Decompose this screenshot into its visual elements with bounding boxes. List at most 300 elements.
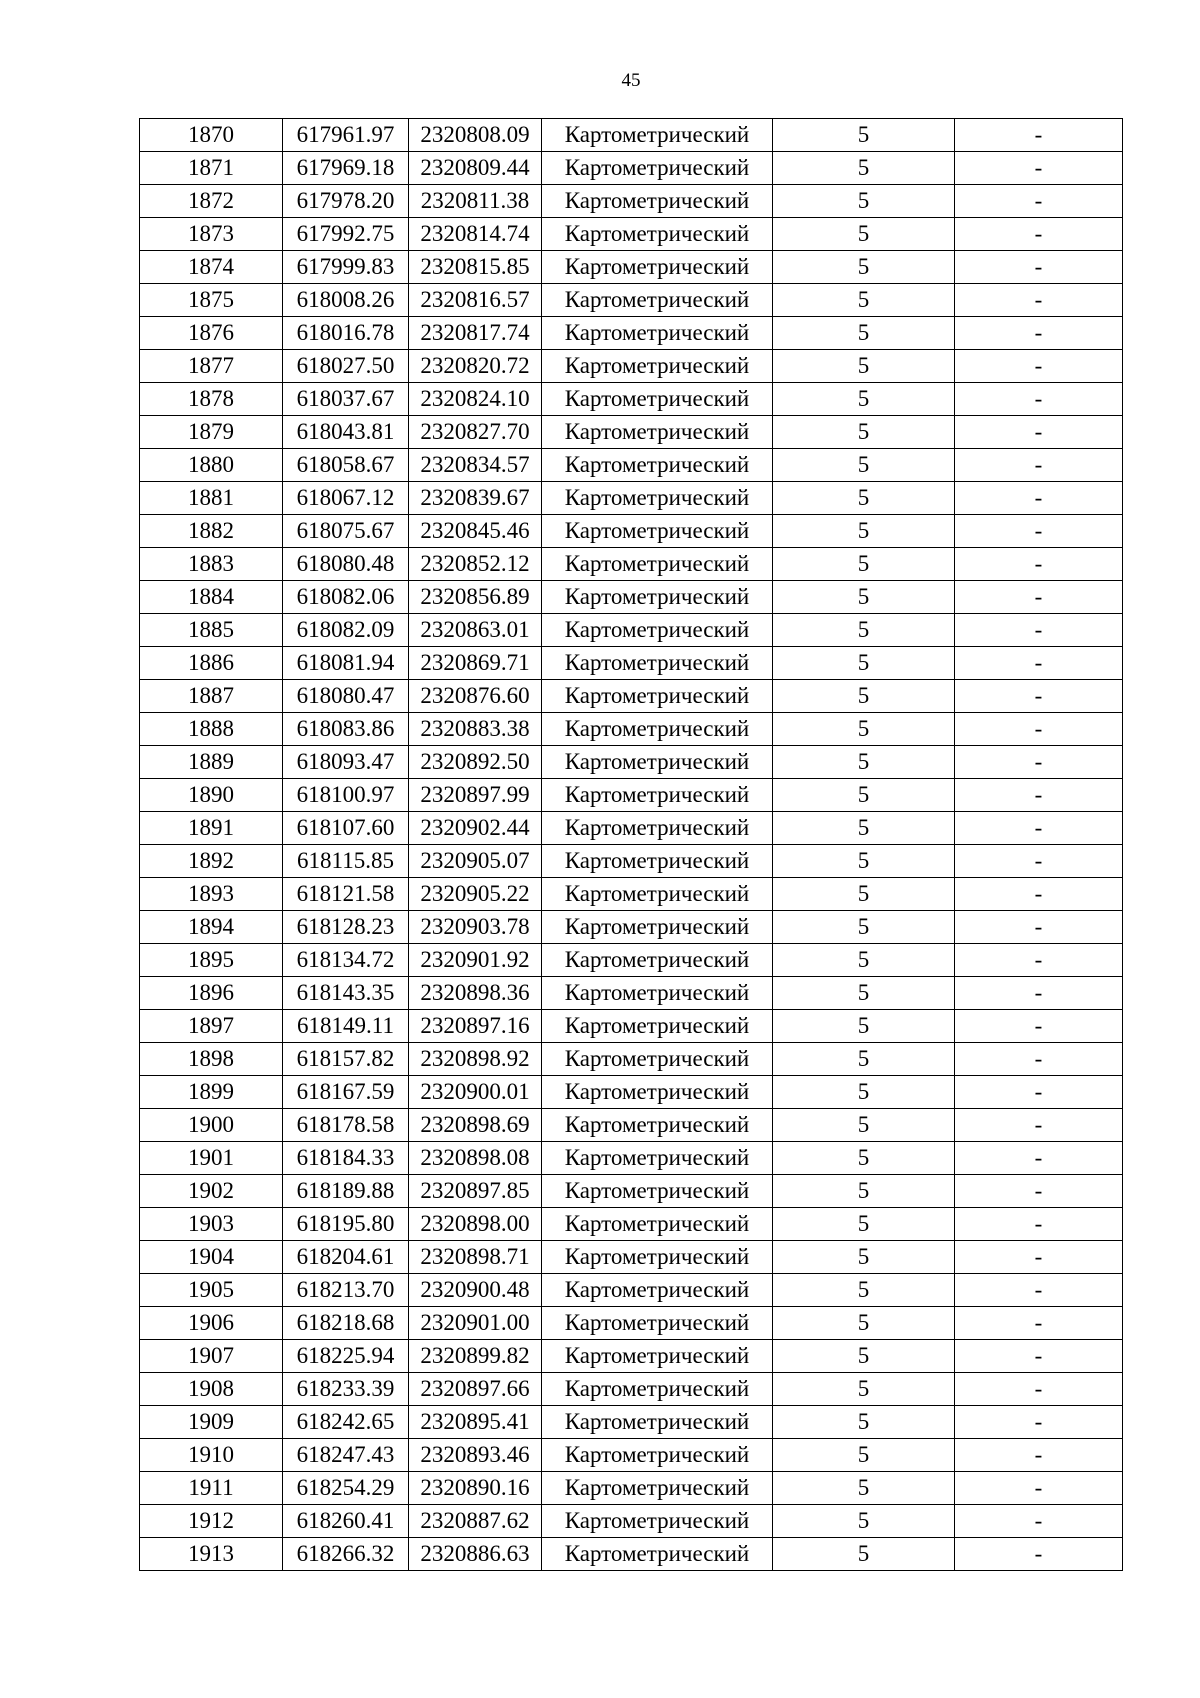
method-cell: Картометрический [542,845,773,878]
accuracy-cell: 5 [773,383,955,416]
point-number-cell: 1883 [140,548,283,581]
table-row [140,515,1123,548]
point-number-cell: 1910 [140,1439,283,1472]
point-number-cell: 1897 [140,1010,283,1043]
x-coordinate-cell: 617978.20 [283,185,409,218]
method-cell: Картометрический [542,1274,773,1307]
note-cell: - [955,185,1123,218]
note-cell: - [955,1505,1123,1538]
y-coordinate-cell: 2320876.60 [409,680,542,713]
point-number-cell: 1880 [140,449,283,482]
note-cell: - [955,449,1123,482]
note-cell: - [955,482,1123,515]
method-cell: Картометрический [542,977,773,1010]
accuracy-cell: 5 [773,1406,955,1439]
note-cell: - [955,1076,1123,1109]
accuracy-cell: 5 [773,1340,955,1373]
x-coordinate-cell: 618254.29 [283,1472,409,1505]
point-number-cell: 1895 [140,944,283,977]
x-coordinate-cell: 618149.11 [283,1010,409,1043]
point-number-cell: 1902 [140,1175,283,1208]
note-cell: - [955,1142,1123,1175]
point-number-cell: 1878 [140,383,283,416]
table-row [140,581,1123,614]
note-cell: - [955,977,1123,1010]
note-cell: - [955,1043,1123,1076]
note-cell: - [955,1208,1123,1241]
x-coordinate-cell: 618037.67 [283,383,409,416]
method-cell: Картометрический [542,1142,773,1175]
accuracy-cell: 5 [773,1373,955,1406]
accuracy-cell: 5 [773,1208,955,1241]
y-coordinate-cell: 2320834.57 [409,449,542,482]
accuracy-cell: 5 [773,647,955,680]
method-cell: Картометрический [542,449,773,482]
point-number-cell: 1894 [140,911,283,944]
accuracy-cell: 5 [773,779,955,812]
accuracy-cell: 5 [773,977,955,1010]
point-number-cell: 1890 [140,779,283,812]
table-row [140,251,1123,284]
x-coordinate-cell: 618157.82 [283,1043,409,1076]
accuracy-cell: 5 [773,218,955,251]
method-cell: Картометрический [542,812,773,845]
method-cell: Картометрический [542,1472,773,1505]
y-coordinate-cell: 2320905.22 [409,878,542,911]
y-coordinate-cell: 2320856.89 [409,581,542,614]
table-row [140,449,1123,482]
method-cell: Картометрический [542,614,773,647]
note-cell: - [955,746,1123,779]
note-cell: - [955,383,1123,416]
x-coordinate-cell: 618008.26 [283,284,409,317]
accuracy-cell: 5 [773,1142,955,1175]
table-row [140,119,1123,152]
table-row [140,1109,1123,1142]
table-row [140,944,1123,977]
x-coordinate-cell: 618067.12 [283,482,409,515]
x-coordinate-cell: 618266.32 [283,1538,409,1571]
point-number-cell: 1891 [140,812,283,845]
method-cell: Картометрический [542,1076,773,1109]
y-coordinate-cell: 2320897.16 [409,1010,542,1043]
y-coordinate-cell: 2320852.12 [409,548,542,581]
point-number-cell: 1872 [140,185,283,218]
point-number-cell: 1873 [140,218,283,251]
accuracy-cell: 5 [773,1076,955,1109]
method-cell: Картометрический [542,1010,773,1043]
accuracy-cell: 5 [773,680,955,713]
method-cell: Картометрический [542,482,773,515]
method-cell: Картометрический [542,779,773,812]
point-number-cell: 1911 [140,1472,283,1505]
method-cell: Картометрический [542,1538,773,1571]
y-coordinate-cell: 2320827.70 [409,416,542,449]
x-coordinate-cell: 617992.75 [283,218,409,251]
note-cell: - [955,581,1123,614]
x-coordinate-cell: 618128.23 [283,911,409,944]
x-coordinate-cell: 618043.81 [283,416,409,449]
note-cell: - [955,779,1123,812]
accuracy-cell: 5 [773,713,955,746]
accuracy-cell: 5 [773,152,955,185]
x-coordinate-cell: 618121.58 [283,878,409,911]
accuracy-cell: 5 [773,911,955,944]
table-row [140,614,1123,647]
y-coordinate-cell: 2320814.74 [409,218,542,251]
point-number-cell: 1886 [140,647,283,680]
y-coordinate-cell: 2320898.69 [409,1109,542,1142]
table-row [140,1373,1123,1406]
table-row [140,1241,1123,1274]
note-cell: - [955,713,1123,746]
note-cell: - [955,416,1123,449]
note-cell: - [955,218,1123,251]
method-cell: Картометрический [542,119,773,152]
note-cell: - [955,284,1123,317]
accuracy-cell: 5 [773,1538,955,1571]
x-coordinate-cell: 618247.43 [283,1439,409,1472]
table-row [140,1043,1123,1076]
note-cell: - [955,119,1123,152]
accuracy-cell: 5 [773,185,955,218]
y-coordinate-cell: 2320824.10 [409,383,542,416]
note-cell: - [955,1439,1123,1472]
y-coordinate-cell: 2320839.67 [409,482,542,515]
accuracy-cell: 5 [773,1439,955,1472]
method-cell: Картометрический [542,218,773,251]
table-row [140,1208,1123,1241]
x-coordinate-cell: 618016.78 [283,317,409,350]
method-cell: Картометрический [542,383,773,416]
x-coordinate-cell: 618189.88 [283,1175,409,1208]
point-number-cell: 1882 [140,515,283,548]
x-coordinate-cell: 618143.35 [283,977,409,1010]
method-cell: Картометрический [542,284,773,317]
method-cell: Картометрический [542,746,773,779]
accuracy-cell: 5 [773,350,955,383]
accuracy-cell: 5 [773,1505,955,1538]
x-coordinate-cell: 617961.97 [283,119,409,152]
method-cell: Картометрический [542,1208,773,1241]
method-cell: Картометрический [542,944,773,977]
y-coordinate-cell: 2320903.78 [409,911,542,944]
method-cell: Картометрический [542,1340,773,1373]
x-coordinate-cell: 618027.50 [283,350,409,383]
point-number-cell: 1900 [140,1109,283,1142]
table-row [140,845,1123,878]
y-coordinate-cell: 2320900.48 [409,1274,542,1307]
x-coordinate-cell: 618260.41 [283,1505,409,1538]
y-coordinate-cell: 2320897.66 [409,1373,542,1406]
note-cell: - [955,152,1123,185]
table-row [140,284,1123,317]
point-number-cell: 1888 [140,713,283,746]
note-cell: - [955,845,1123,878]
x-coordinate-cell: 618082.09 [283,614,409,647]
y-coordinate-cell: 2320898.08 [409,1142,542,1175]
y-coordinate-cell: 2320902.44 [409,812,542,845]
method-cell: Картометрический [542,1241,773,1274]
accuracy-cell: 5 [773,1010,955,1043]
note-cell: - [955,1307,1123,1340]
note-cell: - [955,1241,1123,1274]
method-cell: Картометрический [542,416,773,449]
x-coordinate-cell: 618178.58 [283,1109,409,1142]
table-row [140,680,1123,713]
table-row [140,1175,1123,1208]
method-cell: Картометрический [542,1307,773,1340]
point-number-cell: 1903 [140,1208,283,1241]
x-coordinate-cell: 618184.33 [283,1142,409,1175]
table-row [140,317,1123,350]
table-row [140,1472,1123,1505]
method-cell: Картометрический [542,647,773,680]
accuracy-cell: 5 [773,482,955,515]
method-cell: Картометрический [542,251,773,284]
point-number-cell: 1879 [140,416,283,449]
table-row [140,1340,1123,1373]
point-number-cell: 1908 [140,1373,283,1406]
method-cell: Картометрический [542,581,773,614]
y-coordinate-cell: 2320815.85 [409,251,542,284]
point-number-cell: 1877 [140,350,283,383]
y-coordinate-cell: 2320890.16 [409,1472,542,1505]
accuracy-cell: 5 [773,878,955,911]
table-row [140,1439,1123,1472]
note-cell: - [955,911,1123,944]
method-cell: Картометрический [542,1109,773,1142]
x-coordinate-cell: 618058.67 [283,449,409,482]
accuracy-cell: 5 [773,944,955,977]
point-number-cell: 1874 [140,251,283,284]
accuracy-cell: 5 [773,416,955,449]
x-coordinate-cell: 618080.47 [283,680,409,713]
x-coordinate-cell: 618100.97 [283,779,409,812]
table-row [140,746,1123,779]
y-coordinate-cell: 2320809.44 [409,152,542,185]
accuracy-cell: 5 [773,284,955,317]
accuracy-cell: 5 [773,548,955,581]
note-cell: - [955,1109,1123,1142]
table-row [140,713,1123,746]
accuracy-cell: 5 [773,1307,955,1340]
y-coordinate-cell: 2320901.92 [409,944,542,977]
note-cell: - [955,812,1123,845]
x-coordinate-cell: 618082.06 [283,581,409,614]
table-row [140,1076,1123,1109]
note-cell: - [955,1175,1123,1208]
x-coordinate-cell: 618075.67 [283,515,409,548]
table-row [140,383,1123,416]
y-coordinate-cell: 2320898.36 [409,977,542,1010]
accuracy-cell: 5 [773,746,955,779]
point-number-cell: 1901 [140,1142,283,1175]
table-row [140,911,1123,944]
accuracy-cell: 5 [773,1043,955,1076]
x-coordinate-cell: 618115.85 [283,845,409,878]
point-number-cell: 1912 [140,1505,283,1538]
y-coordinate-cell: 2320895.41 [409,1406,542,1439]
y-coordinate-cell: 2320898.00 [409,1208,542,1241]
x-coordinate-cell: 618134.72 [283,944,409,977]
accuracy-cell: 5 [773,614,955,647]
method-cell: Картометрический [542,548,773,581]
y-coordinate-cell: 2320897.85 [409,1175,542,1208]
point-number-cell: 1892 [140,845,283,878]
method-cell: Картометрический [542,350,773,383]
table-row [140,482,1123,515]
x-coordinate-cell: 618093.47 [283,746,409,779]
accuracy-cell: 5 [773,515,955,548]
table-row [140,1142,1123,1175]
accuracy-cell: 5 [773,1472,955,1505]
point-number-cell: 1909 [140,1406,283,1439]
table-row [140,1406,1123,1439]
accuracy-cell: 5 [773,581,955,614]
table-row [140,218,1123,251]
note-cell: - [955,251,1123,284]
note-cell: - [955,350,1123,383]
point-number-cell: 1913 [140,1538,283,1571]
x-coordinate-cell: 617999.83 [283,251,409,284]
y-coordinate-cell: 2320898.92 [409,1043,542,1076]
y-coordinate-cell: 2320845.46 [409,515,542,548]
y-coordinate-cell: 2320898.71 [409,1241,542,1274]
note-cell: - [955,680,1123,713]
method-cell: Картометрический [542,1439,773,1472]
table-body [140,119,1123,1571]
table-row [140,878,1123,911]
point-number-cell: 1905 [140,1274,283,1307]
method-cell: Картометрический [542,317,773,350]
point-number-cell: 1889 [140,746,283,779]
x-coordinate-cell: 618167.59 [283,1076,409,1109]
y-coordinate-cell: 2320817.74 [409,317,542,350]
point-number-cell: 1907 [140,1340,283,1373]
method-cell: Картометрический [542,1043,773,1076]
method-cell: Картометрический [542,878,773,911]
table-row [140,1274,1123,1307]
accuracy-cell: 5 [773,812,955,845]
x-coordinate-cell: 617969.18 [283,152,409,185]
point-number-cell: 1893 [140,878,283,911]
x-coordinate-cell: 618107.60 [283,812,409,845]
x-coordinate-cell: 618233.39 [283,1373,409,1406]
note-cell: - [955,944,1123,977]
y-coordinate-cell: 2320869.71 [409,647,542,680]
y-coordinate-cell: 2320820.72 [409,350,542,383]
point-number-cell: 1898 [140,1043,283,1076]
accuracy-cell: 5 [773,1175,955,1208]
accuracy-cell: 5 [773,1274,955,1307]
method-cell: Картометрический [542,1406,773,1439]
note-cell: - [955,1373,1123,1406]
note-cell: - [955,515,1123,548]
note-cell: - [955,1406,1123,1439]
table-row [140,1538,1123,1571]
table-row [140,647,1123,680]
y-coordinate-cell: 2320899.82 [409,1340,542,1373]
point-number-cell: 1870 [140,119,283,152]
x-coordinate-cell: 618204.61 [283,1241,409,1274]
table-row [140,977,1123,1010]
y-coordinate-cell: 2320816.57 [409,284,542,317]
note-cell: - [955,878,1123,911]
accuracy-cell: 5 [773,1241,955,1274]
method-cell: Картометрический [542,1373,773,1406]
y-coordinate-cell: 2320808.09 [409,119,542,152]
method-cell: Картометрический [542,1505,773,1538]
x-coordinate-cell: 618080.48 [283,548,409,581]
note-cell: - [955,1274,1123,1307]
page-number: 45 [621,70,641,91]
note-cell: - [955,1010,1123,1043]
y-coordinate-cell: 2320892.50 [409,746,542,779]
y-coordinate-cell: 2320883.38 [409,713,542,746]
x-coordinate-cell: 618242.65 [283,1406,409,1439]
point-number-cell: 1885 [140,614,283,647]
accuracy-cell: 5 [773,1109,955,1142]
method-cell: Картометрический [542,185,773,218]
method-cell: Картометрический [542,515,773,548]
accuracy-cell: 5 [773,119,955,152]
method-cell: Картометрический [542,1175,773,1208]
y-coordinate-cell: 2320886.63 [409,1538,542,1571]
x-coordinate-cell: 618195.80 [283,1208,409,1241]
x-coordinate-cell: 618213.70 [283,1274,409,1307]
y-coordinate-cell: 2320811.38 [409,185,542,218]
y-coordinate-cell: 2320893.46 [409,1439,542,1472]
note-cell: - [955,647,1123,680]
y-coordinate-cell: 2320901.00 [409,1307,542,1340]
table-row [140,1307,1123,1340]
method-cell: Картометрический [542,911,773,944]
point-number-cell: 1884 [140,581,283,614]
method-cell: Картометрический [542,152,773,185]
point-number-cell: 1875 [140,284,283,317]
table-row [140,416,1123,449]
accuracy-cell: 5 [773,845,955,878]
note-cell: - [955,614,1123,647]
note-cell: - [955,317,1123,350]
point-number-cell: 1906 [140,1307,283,1340]
table-row [140,1010,1123,1043]
y-coordinate-cell: 2320887.62 [409,1505,542,1538]
x-coordinate-cell: 618225.94 [283,1340,409,1373]
accuracy-cell: 5 [773,449,955,482]
accuracy-cell: 5 [773,251,955,284]
note-cell: - [955,548,1123,581]
note-cell: - [955,1538,1123,1571]
table-row [140,152,1123,185]
point-number-cell: 1896 [140,977,283,1010]
y-coordinate-cell: 2320900.01 [409,1076,542,1109]
y-coordinate-cell: 2320897.99 [409,779,542,812]
table-row [140,812,1123,845]
y-coordinate-cell: 2320905.07 [409,845,542,878]
point-number-cell: 1887 [140,680,283,713]
table-row [140,185,1123,218]
point-number-cell: 1904 [140,1241,283,1274]
table-row [140,779,1123,812]
y-coordinate-cell: 2320863.01 [409,614,542,647]
table-row [140,548,1123,581]
x-coordinate-cell: 618218.68 [283,1307,409,1340]
accuracy-cell: 5 [773,317,955,350]
table-row [140,350,1123,383]
method-cell: Картометрический [542,680,773,713]
